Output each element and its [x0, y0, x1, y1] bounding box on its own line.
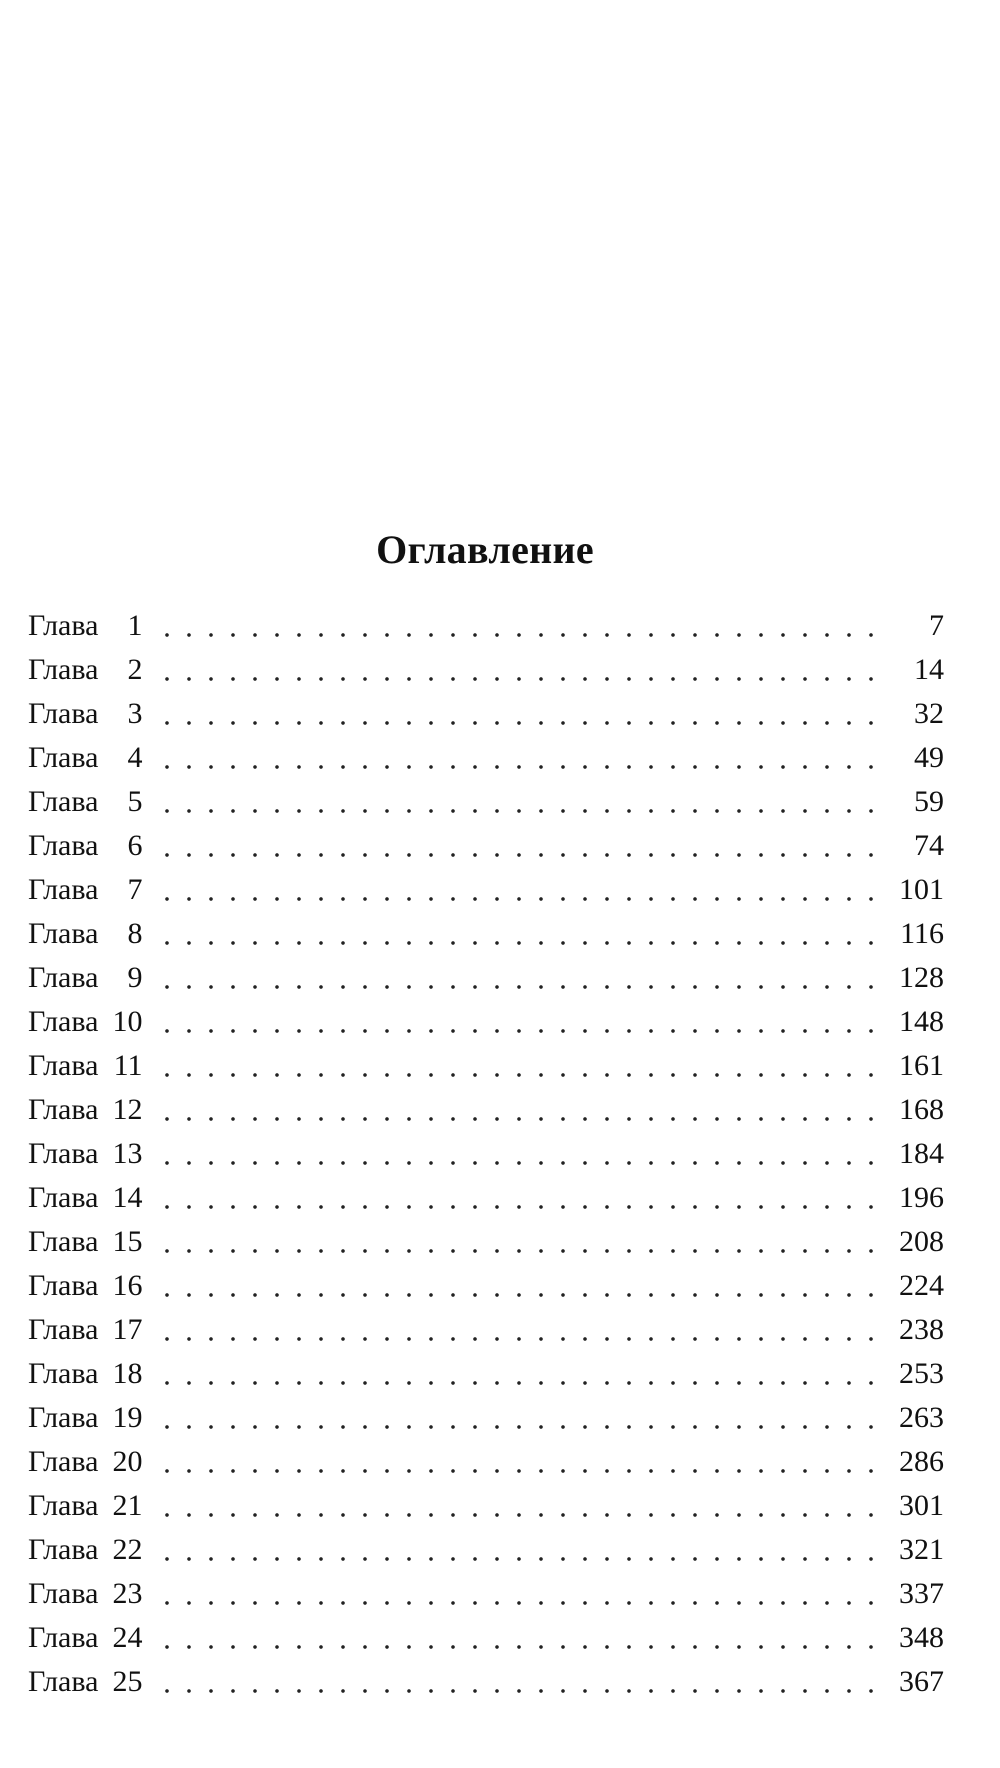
page-number: 7 — [929, 609, 944, 642]
chapter-word: Глава — [28, 785, 99, 818]
chapter-word: Глава — [28, 829, 99, 862]
chapter-word: Глава — [28, 609, 99, 642]
chapter-word: Глава — [28, 653, 99, 686]
chapter-word: Глава — [28, 1577, 99, 1610]
chapter-word: Глава — [28, 873, 99, 906]
chapter-word: Глава — [28, 1489, 99, 1522]
toc-entry-chapter-19[interactable] — [28, 1396, 944, 1440]
page-number: 253 — [899, 1357, 944, 1390]
toc-entry-chapter-21[interactable] — [28, 1484, 944, 1528]
chapter-label — [28, 1044, 142, 1088]
dot-leader — [156, 762, 888, 772]
chapter-label — [28, 868, 142, 912]
chapter-number: 24 — [112, 1621, 143, 1654]
chapter-word: Глава — [28, 1533, 99, 1566]
toc-entry-chapter-8[interactable] — [28, 912, 944, 956]
chapter-word: Глава — [28, 1401, 99, 1434]
page-title: Оглавление — [376, 527, 594, 572]
dot-leader — [156, 718, 888, 728]
chapter-number: 6 — [127, 829, 143, 862]
page-number: 184 — [899, 1137, 944, 1170]
page-number: 196 — [899, 1181, 944, 1214]
chapter-number: 7 — [127, 873, 143, 906]
dot-leader — [156, 1202, 888, 1212]
dot-leader — [156, 938, 888, 948]
chapter-label — [28, 1616, 142, 1660]
chapter-label — [28, 1660, 142, 1704]
chapter-label — [28, 1220, 142, 1264]
chapter-number: 8 — [127, 917, 143, 950]
chapter-label — [28, 736, 142, 780]
chapter-word: Глава — [28, 1137, 99, 1170]
dot-leader — [156, 1334, 888, 1344]
dot-leader — [156, 1070, 888, 1080]
page-number: 367 — [899, 1665, 944, 1698]
toc-entry-chapter-9[interactable] — [28, 956, 944, 1000]
toc-entry-chapter-10[interactable] — [28, 1000, 944, 1044]
dot-leader — [156, 1466, 888, 1476]
chapter-number: 16 — [112, 1269, 143, 1302]
page-number: 301 — [899, 1489, 944, 1522]
page-number: 263 — [899, 1401, 944, 1434]
chapter-label — [28, 648, 142, 692]
dot-leader — [156, 1422, 888, 1432]
chapter-label — [28, 1176, 142, 1220]
chapter-word: Глава — [28, 1313, 99, 1346]
chapter-word: Глава — [28, 1269, 99, 1302]
toc-entry-chapter-22[interactable] — [28, 1528, 944, 1572]
chapter-number: 2 — [127, 653, 143, 686]
toc-entry-chapter-16[interactable] — [28, 1264, 944, 1308]
chapter-number: 17 — [112, 1313, 143, 1346]
chapter-number: 14 — [112, 1181, 143, 1214]
chapter-number: 15 — [112, 1225, 143, 1258]
chapter-number: 18 — [112, 1357, 143, 1390]
chapter-number: 10 — [112, 1005, 143, 1038]
toc-entry-chapter-18[interactable] — [28, 1352, 944, 1396]
chapter-word: Глава — [28, 697, 99, 730]
chapter-number: 25 — [112, 1665, 143, 1698]
page-number: 161 — [899, 1049, 944, 1082]
chapter-label — [28, 1088, 142, 1132]
chapter-word: Глава — [28, 1665, 99, 1698]
dot-leader — [156, 1026, 888, 1036]
chapter-word: Глава — [28, 1621, 99, 1654]
page-number: 224 — [899, 1269, 944, 1302]
chapter-label — [28, 1264, 142, 1308]
toc-entry-chapter-6[interactable] — [28, 824, 944, 868]
toc-entry-chapter-17[interactable] — [28, 1308, 944, 1352]
toc-entry-chapter-13[interactable] — [28, 1132, 944, 1176]
chapter-label — [28, 1484, 142, 1528]
chapter-word: Глава — [28, 1005, 99, 1038]
chapter-number: 3 — [127, 697, 143, 730]
page-number: 14 — [914, 653, 944, 686]
toc-entry-chapter-12[interactable] — [28, 1088, 944, 1132]
chapter-word: Глава — [28, 961, 99, 994]
chapter-word: Глава — [28, 1357, 99, 1390]
toc-entry-chapter-25[interactable] — [28, 1660, 944, 1704]
dot-leader — [156, 806, 888, 816]
dot-leader — [156, 1246, 888, 1256]
chapter-number: 5 — [127, 785, 143, 818]
dot-leader — [156, 1158, 888, 1168]
page-number: 208 — [899, 1225, 944, 1258]
chapter-number: 12 — [112, 1093, 143, 1126]
dot-leader — [156, 1686, 888, 1696]
toc-entry-chapter-1[interactable] — [28, 604, 944, 648]
page-number: 59 — [914, 785, 944, 818]
table-of-contents — [28, 604, 944, 1704]
chapter-word: Глава — [28, 1225, 99, 1258]
chapter-number: 1 — [127, 609, 143, 642]
page-number: 238 — [899, 1313, 944, 1346]
chapter-word: Глава — [28, 1445, 99, 1478]
chapter-label — [28, 1528, 142, 1572]
chapter-number: 22 — [112, 1533, 143, 1566]
page-number: 321 — [899, 1533, 944, 1566]
chapter-label — [28, 824, 142, 868]
toc-entry-chapter-15[interactable] — [28, 1220, 944, 1264]
page-number: 148 — [899, 1005, 944, 1038]
dot-leader — [156, 630, 888, 640]
toc-entry-chapter-2[interactable] — [28, 648, 944, 692]
chapter-number: 20 — [112, 1445, 143, 1478]
dot-leader — [156, 982, 888, 992]
toc-entry-chapter-20[interactable] — [28, 1440, 944, 1484]
chapter-number: 9 — [127, 961, 143, 994]
chapter-number: 13 — [112, 1137, 143, 1170]
toc-entry-chapter-14[interactable] — [28, 1176, 944, 1220]
dot-leader — [156, 1290, 888, 1300]
chapter-label — [28, 1396, 142, 1440]
chapter-label — [28, 604, 142, 648]
dot-leader — [156, 1642, 888, 1652]
page-number: 128 — [899, 961, 944, 994]
toc-entry-chapter-7[interactable] — [28, 868, 944, 912]
chapter-number: 19 — [112, 1401, 143, 1434]
chapter-word: Глава — [28, 1093, 99, 1126]
page-number: 74 — [914, 829, 944, 862]
chapter-label — [28, 1572, 142, 1616]
chapter-label — [28, 1440, 142, 1484]
chapter-word: Глава — [28, 1049, 99, 1082]
toc-entry-chapter-11[interactable] — [28, 1044, 944, 1088]
chapter-number: 4 — [127, 741, 143, 774]
chapter-label — [28, 956, 142, 1000]
toc-entry-chapter-24[interactable] — [28, 1616, 944, 1660]
chapter-number: 23 — [112, 1577, 143, 1610]
dot-leader — [156, 1510, 888, 1520]
chapter-label — [28, 912, 142, 956]
page-number: 49 — [914, 741, 944, 774]
dot-leader — [156, 1378, 888, 1388]
toc-entry-chapter-5[interactable] — [28, 780, 944, 824]
toc-entry-chapter-23[interactable] — [28, 1572, 944, 1616]
chapter-word: Глава — [28, 741, 99, 774]
chapter-label — [28, 1000, 142, 1044]
page-number: 101 — [899, 873, 944, 906]
chapter-label — [28, 692, 142, 736]
chapter-label — [28, 1132, 142, 1176]
dot-leader — [156, 1554, 888, 1564]
page-number: 286 — [899, 1445, 944, 1478]
page-number: 168 — [899, 1093, 944, 1126]
chapter-label — [28, 1352, 142, 1396]
page-number: 337 — [899, 1577, 944, 1610]
toc-entry-chapter-4[interactable] — [28, 736, 944, 780]
toc-entry-chapter-3[interactable] — [28, 692, 944, 736]
chapter-label — [28, 780, 142, 824]
page-number: 116 — [900, 917, 944, 950]
page-number: 32 — [914, 697, 944, 730]
dot-leader — [156, 674, 888, 684]
dot-leader — [156, 1598, 888, 1608]
chapter-number: 11 — [113, 1049, 143, 1082]
page-number: 348 — [899, 1621, 944, 1654]
dot-leader — [156, 1114, 888, 1124]
chapter-number: 21 — [112, 1489, 143, 1522]
chapter-label — [28, 1308, 142, 1352]
chapter-word: Глава — [28, 1181, 99, 1214]
dot-leader — [156, 894, 888, 904]
chapter-word: Глава — [28, 917, 99, 950]
dot-leader — [156, 850, 888, 860]
